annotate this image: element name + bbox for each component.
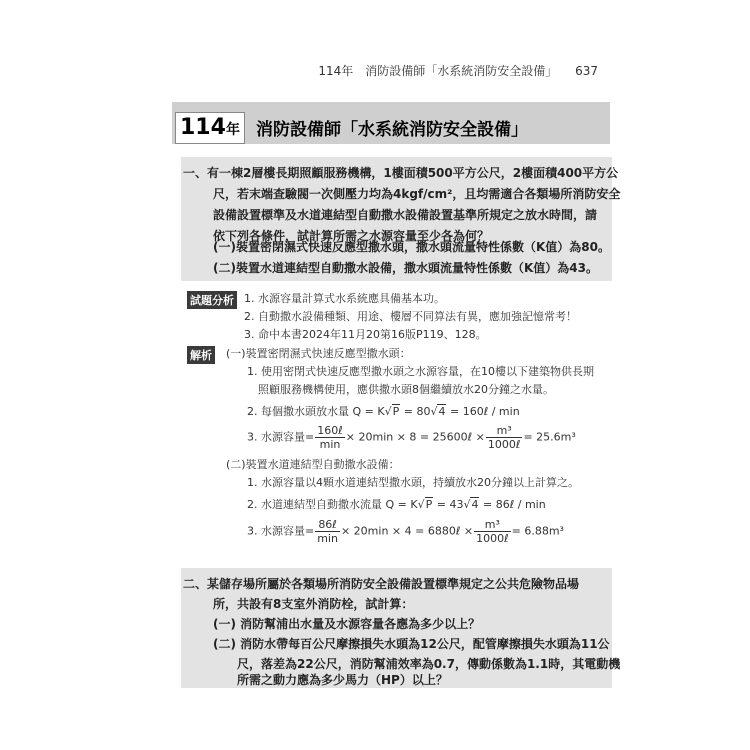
question-1-line: 尺，若末端查驗閥一次側壓力均為4kgf/cm²，且均需適合各類場所消防安全: [213, 187, 621, 201]
numerator: m³: [486, 424, 523, 438]
question-1-line: (一)裝置密閉濕式快速反應型撒水頭，撒水頭流量特性係數（K值）為80。: [213, 240, 610, 254]
page-number: 637: [575, 64, 598, 78]
solution-part1-step3: [247, 424, 576, 451]
formula-text: = 80: [403, 405, 431, 418]
formula-text: Q = K: [385, 498, 418, 511]
step-label: 3. 水源容量=: [247, 430, 315, 444]
denominator: min: [319, 438, 341, 451]
denominator: 1000ℓ: [487, 438, 521, 451]
solution-line: 1. 水源容量以4顆水道連結型撒水頭，持續放水20分鐘以上計算之。: [247, 476, 579, 489]
running-head: [318, 62, 598, 79]
sqrt-term: 4: [438, 405, 446, 418]
analysis-tag: 試題分析: [187, 291, 237, 309]
solution-part2-heading: (二)裝置水道連結型自動撒水設備：: [226, 458, 400, 471]
question-1-line: 設備設置標準及水道連結型自動撒水設備設置基準所規定之放水時間，請: [213, 208, 598, 222]
fraction: [474, 518, 511, 545]
solution-tag: 解析: [187, 346, 215, 364]
numerator: 86ℓ: [315, 518, 340, 532]
sqrt-term: 4: [471, 498, 479, 511]
formula-result: = 160ℓ / min: [449, 405, 520, 418]
question-2-line: (二) 消防水帶每百公尺摩擦損失水頭為12公尺，配管摩擦損失水頭為11公: [213, 637, 610, 651]
step-label: 2. 水道連結型自動撒水流量: [247, 498, 382, 511]
denominator: 1000ℓ: [476, 532, 509, 545]
formula-text: × 20min × 4 = 6880ℓ ×: [340, 524, 474, 538]
formula-text: = 43: [436, 498, 464, 511]
question-1-line: (二)裝置水道連結型自動撒水設備，撒水頭流量特性係數（K值）為43。: [213, 261, 598, 275]
numerator: m³: [474, 518, 511, 532]
question-1-line: 一、有一棟2層樓長期照顧服務機構，1樓面積500平方公尺，2樓面積400平方公: [183, 166, 619, 180]
formula-result: = 6.88m³: [511, 524, 564, 538]
question-1-line: 依下列各條件，試計算所需之水源容量至少各為何？: [213, 229, 490, 243]
running-head-title: 114年 消防設備師「水系統消防安全設備」: [318, 64, 558, 78]
question-2-line: 尺，落差為22公尺，消防幫浦效率為0.7，傳動係數為1.1時，其電動機: [237, 657, 621, 671]
step-label: 3. 水源容量=: [247, 524, 315, 538]
numerator: 160ℓ: [317, 424, 343, 437]
analysis-item: 2. 自動撒水設備種類、用途、樓層不同算法有異，應加強記憶常考！: [244, 310, 577, 323]
fraction: [486, 424, 523, 451]
fraction: [315, 518, 340, 545]
question-2-line: (一) 消防幫浦出水量及水源容量各應為多少以上？: [213, 617, 481, 631]
question-2-line: 所需之動力應為多少馬力（HP）以上？: [237, 673, 448, 687]
formula-result: = 86ℓ / min: [482, 498, 546, 511]
analysis-item: 1. 水源容量計算式水系統應具備基本功。: [244, 292, 445, 305]
analysis-item: 3. 命中本書2024年11月20第16版P119、128。: [244, 328, 487, 341]
solution-part1-heading: (一)裝置密閉濕式快速反應型撒水頭：: [226, 347, 411, 360]
sqrt-term: P: [392, 405, 400, 418]
formula-text: × 20min × 8 = 25600ℓ ×: [345, 430, 485, 444]
step-label: 2. 每個撒水頭放水量: [247, 405, 349, 418]
formula-text: Q = K: [352, 405, 385, 418]
denominator: min: [317, 532, 338, 545]
formula-result: = 25.6m³: [523, 430, 576, 444]
sqrt-term: P: [425, 498, 433, 511]
question-2-line: 所，共設有8支室外消防栓，試計算：: [213, 597, 414, 611]
question-2-line: 二、某儲存場所屬於各類場所消防安全設備設置標準規定之公共危險物品場: [183, 577, 580, 591]
fraction: [315, 424, 345, 451]
solution-part1-step2: 2. 每個撒水頭放水量 Q = K√P = 80√4 = 160ℓ / min: [247, 405, 520, 418]
solution-line: 照顧服務機構使用，應供撒水頭8個繼續放水20分鐘之水量。: [258, 383, 554, 396]
solution-part2-step2: 2. 水道連結型自動撒水流量 Q = K√P = 43√4 = 86ℓ / min: [247, 498, 546, 511]
year-badge: [175, 112, 245, 144]
solution-line: 1. 使用密閉式快速反應型撒水頭之水源容量，在10樓以下建築物供長期: [247, 365, 594, 378]
page-title: 消防設備師「水系統消防安全設備」: [256, 120, 528, 140]
year-suffix: 年: [225, 122, 240, 138]
solution-part2-step3: [247, 518, 564, 545]
year-number: 114: [180, 115, 226, 140]
